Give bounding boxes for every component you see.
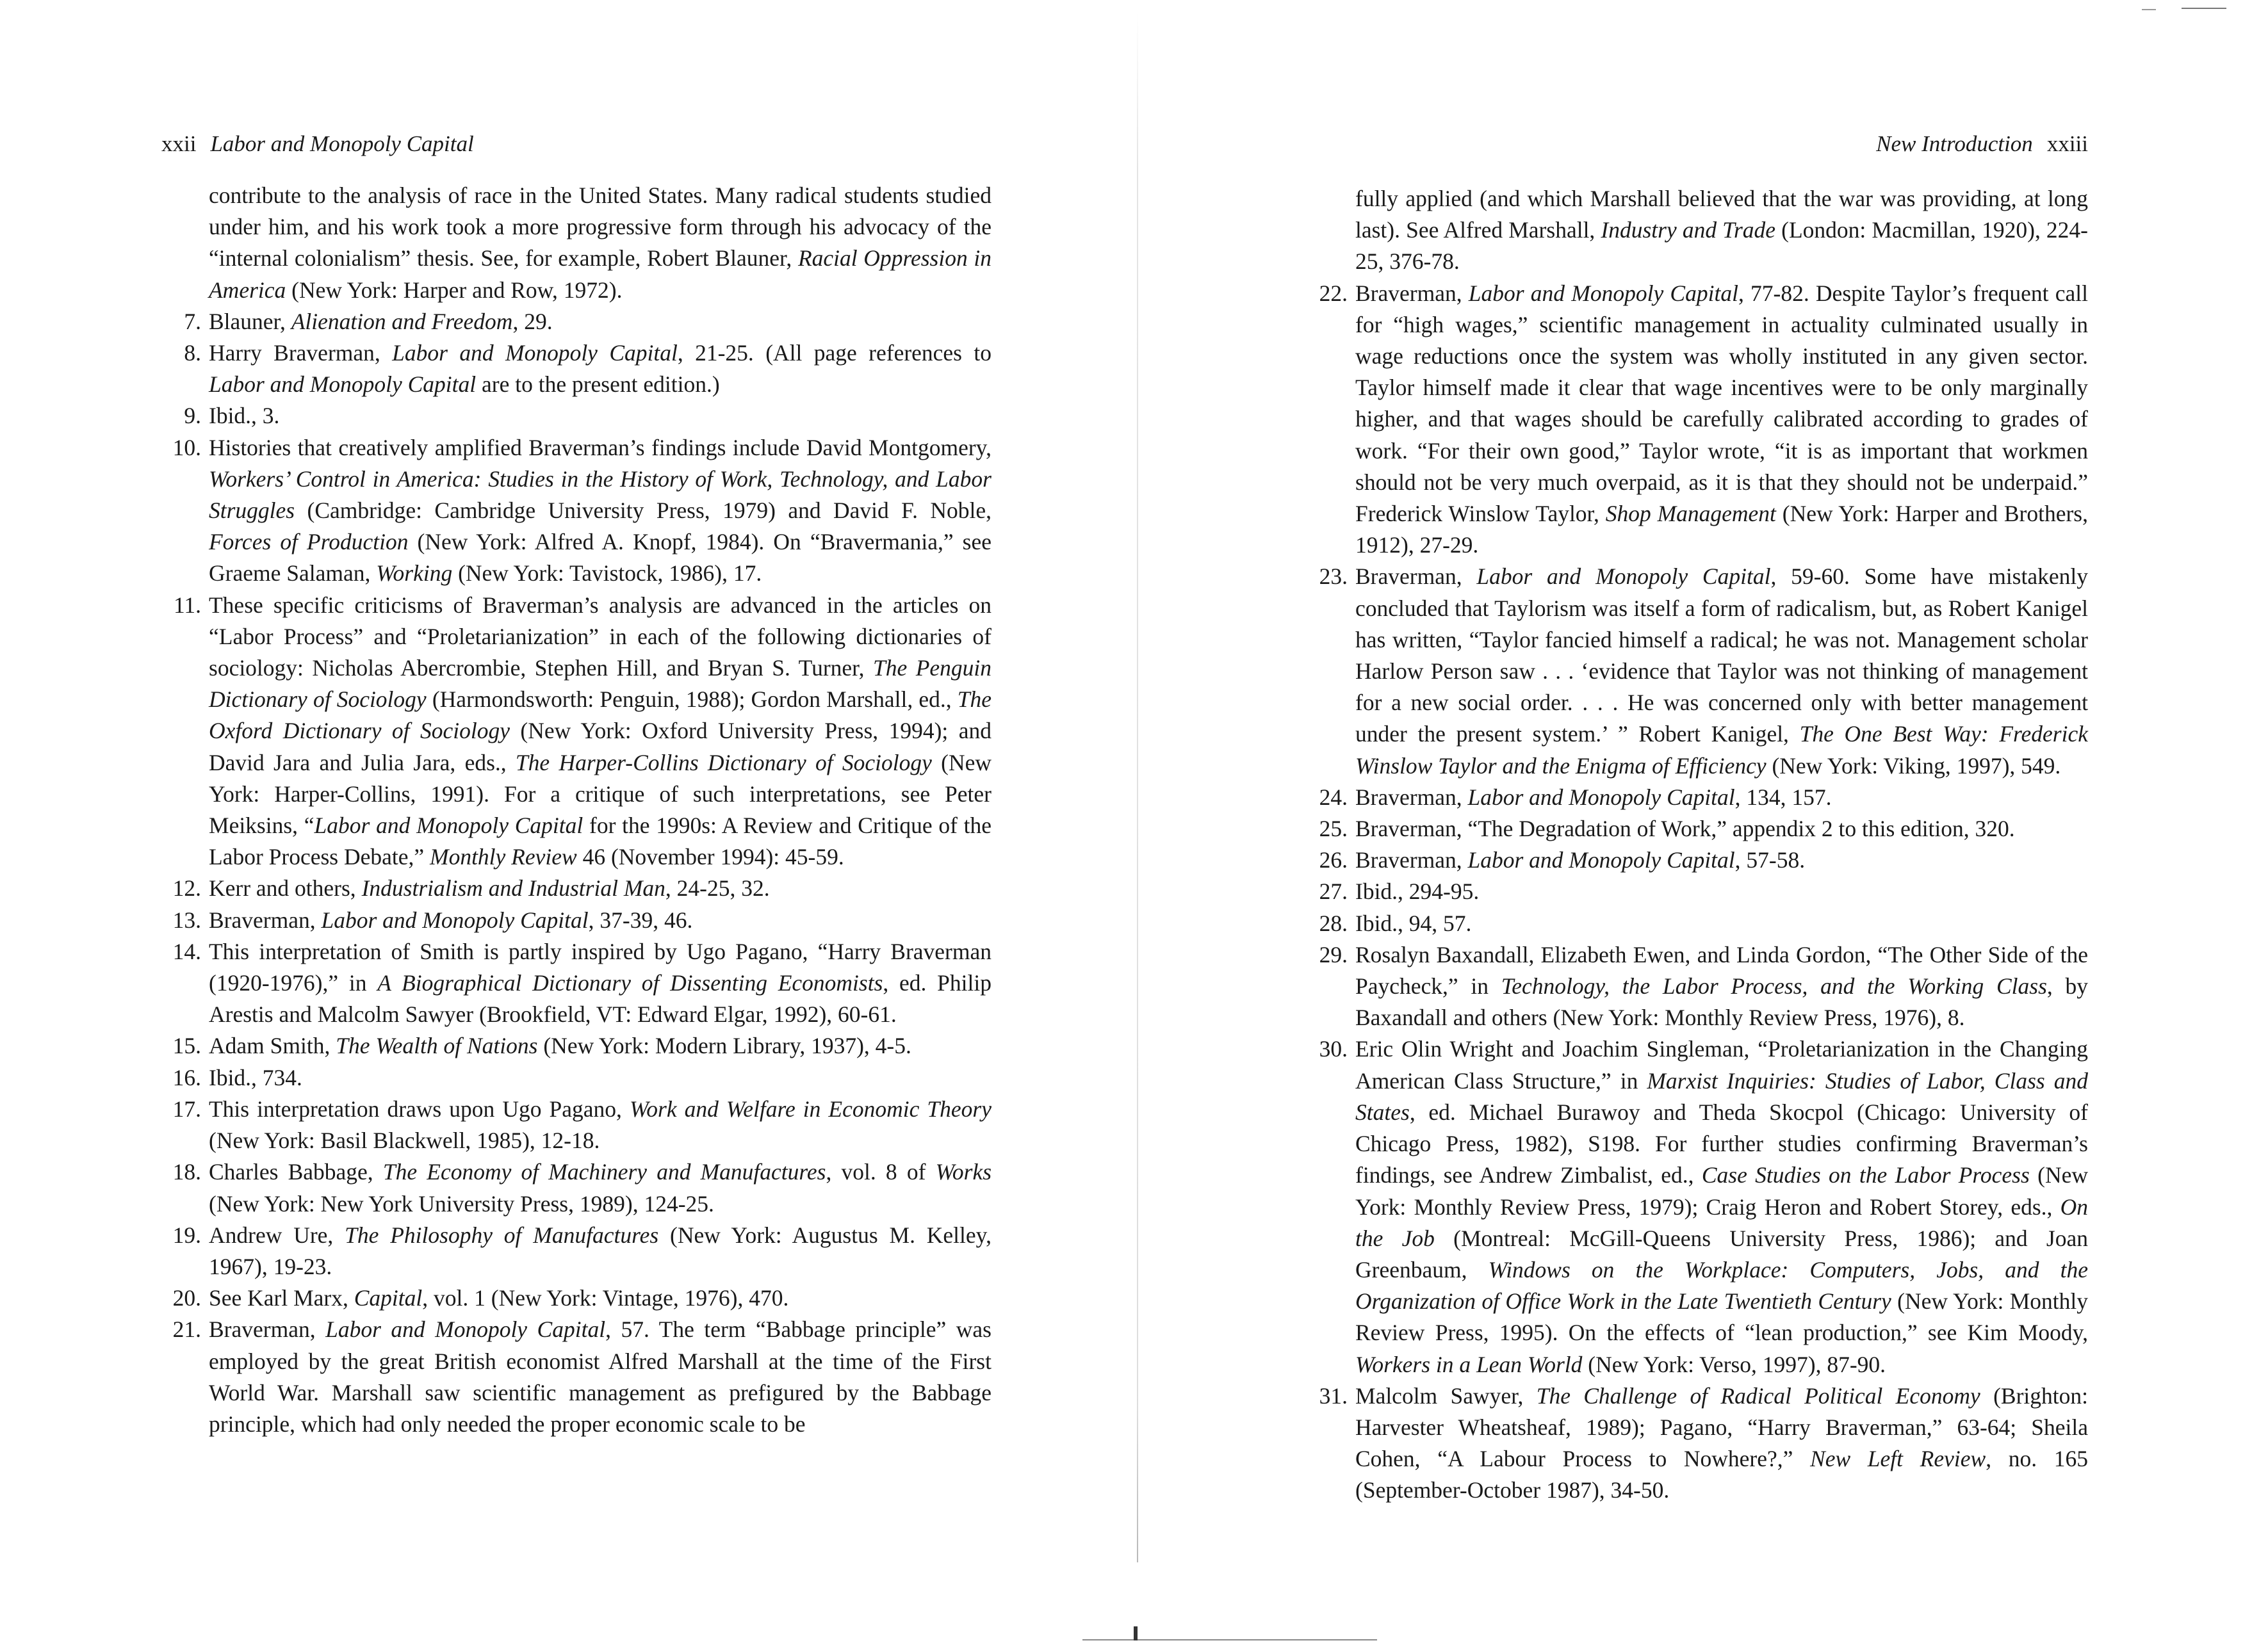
endnote-text: Eric Olin Wright and Joachim Singleman, “Proletarianization in the Changing American Class Structure,” in Marxist Inquiries: Studies of Labor, Class and States, ed. Michael Burawoy and Theda Skocpol (Chicago: University of Chicago Press, 1982), S198. For further studies confirming Braverman’s findings, see Andrew Zimbalist, ed., Case Studies on the Labor Process (New York: Monthly Review Press, 1979); Craig Heron and Robert Storey, eds., On the Job (Montreal: McGill-Queens University Press, 1986); and Joan Greenbaum, Windows on the Workplace: Computers, Jobs, and the Organization of Office Work in the Late Twentieth Century (New York: Monthly Review Press, 1995). On the effects of “lean production,” see Kim Moody, Workers in a Lean World (New York: Verso, 1997), 87-90. — [1355, 1036, 2088, 1377]
endnote-number: 7. — [184, 308, 201, 334]
endnote-text: Harry Braverman, Labor and Monopoly Capital, 21-25. (All page references to Labor and Monopoly Capital are to the present edition.) — [209, 340, 991, 398]
endnote — [1305, 782, 2088, 813]
endnote-number: 20. — [172, 1285, 201, 1311]
endnote — [159, 1283, 991, 1314]
endnote-number: 22. — [1319, 280, 1348, 306]
endnote-number: 25. — [1319, 816, 1348, 842]
endnote — [159, 1156, 991, 1219]
endnote — [1305, 1381, 2088, 1507]
endnote — [159, 1314, 991, 1440]
endnote-text: Malcolm Sawyer, The Challenge of Radical Political Economy (Brighton: Harvester Wheatsheaf, 1989); Pagano, “Harry Braverman,” 63-64; Sheila Cohen, “A Labour Process to Nowhere?,” New Left Review, no. 165 (September-October 1987), 34-50. — [1355, 1382, 2089, 1503]
endnote-text: contribute to the analysis of race in the United States. Many radical students studied under him, and his work took a more progressive form through his advocacy of the “internal colonialism” thesis. See, for example, Robert Blauner, Racial Oppression in America (New York: Harper and Row, 1972). — [209, 182, 991, 303]
endnote-number: 9. — [184, 403, 201, 429]
endnote — [1305, 278, 2088, 562]
endnote — [159, 1062, 991, 1094]
endnote-number: 28. — [1319, 910, 1348, 936]
endnote-number: 12. — [172, 875, 201, 902]
endnote — [1305, 876, 2088, 907]
endnote — [159, 337, 991, 400]
endnote-text: Ibid., 294-95. — [1355, 879, 1480, 905]
endnote-text: Braverman, Labor and Monopoly Capital, 37-39, 46. — [209, 907, 693, 933]
endnote — [159, 400, 991, 432]
endnote-number: 24. — [1319, 784, 1348, 810]
endnote-text: Braverman, Labor and Monopoly Capital, 59-60. Some have mistakenly concluded that Taylorism was itself a form of radicalism, but, as Robert Kanigel has written, “Taylor fancied himself a radical; he was not. Management scholar Harlow Person saw . . . ‘evidence that Taylor was not thinking of management for a new social order. . . . He was concerned only with better management under the present system.’ ” Robert Kanigel, The One Best Way: Frederick Winslow Taylor and the Enigma of Efficiency (New York: Viking, 1997), 549. — [1355, 563, 2088, 779]
endnote — [1305, 561, 2088, 781]
endnote-text: Adam Smith, The Wealth of Nations (New York: Modern Library, 1937), 4-5. — [209, 1033, 911, 1059]
endnote-text: fully applied (and which Marshall believed that the war was providing, at long last). See Alfred Marshall, Industry and Trade (London: Macmillan, 1920), 224-25, 376-78. — [1355, 186, 2088, 275]
endnote-continuation — [1305, 183, 2088, 278]
right-page — [1126, 0, 2252, 1652]
endnote-number: 17. — [172, 1096, 201, 1122]
endnote-text: Braverman, Labor and Monopoly Capital, 134, 157. — [1355, 784, 1832, 810]
endnote-number: 8. — [184, 340, 201, 366]
endnote — [159, 432, 991, 590]
endnote-text: See Karl Marx, Capital, vol. 1 (New York: Vintage, 1976), 470. — [209, 1285, 789, 1311]
endnote — [159, 590, 991, 873]
endnote-number: 11. — [173, 592, 201, 618]
endnote-text: Andrew Ure, The Philosophy of Manufactures (New York: Augustus M. Kelley, 1967), 19-23. — [209, 1222, 991, 1279]
endnote-text: Ibid., 734. — [209, 1064, 302, 1090]
endnote — [1305, 1033, 2088, 1380]
endnote — [159, 936, 991, 1031]
endnote-text: This interpretation of Smith is partly inspired by Ugo Pagano, “Harry Braverman (1920-1976),” in A Biographical Dictionary of Dissenting Economists, ed. Philip Arestis and Malcolm Sawyer (Brookfield, VT: Edward Elgar, 1992), 60-61. — [209, 938, 991, 1028]
right-endnotes — [1305, 183, 2088, 1507]
endnote-text: Histories that creatively amplified Braverman’s findings include David Montgomery, Workers’ Control in America: Studies in the History of Work, Technology, and Labor Struggles (Cambridge: Cambridge University Press, 1979) and David F. Noble, Forces of Production (New York: Alfred A. Knopf, 1984). On “Bravermania,” see Graeme Salaman, Working (New York: Tavistock, 1986), 17. — [209, 434, 991, 587]
endnote-number: 27. — [1319, 879, 1348, 905]
endnote-text: Braverman, Labor and Monopoly Capital, 77-82. Despite Taylor’s frequent call for “high wages,” scientific management in actuality culminated usually in wage reductions once the system was wholly instituted in any given sector. Taylor himself made it clear that wage incentives were to be only marginally higher, and that wages should be carefully calibrated according to grades of work. “For their own good,” Taylor wrote, “it is as important that workmen should not be very much overpaid, as it is that they should not be underpaid.” Frederick Winslow Taylor, Shop Management (New York: Harper and Brothers, 1912), 27-29. — [1355, 280, 2088, 558]
endnote — [1305, 908, 2088, 939]
endnote-text: Braverman, Labor and Monopoly Capital, 57. The term “Babbage principle” was employed by the great British economist Alfred Marshall at the time of the First World War. Marshall saw scientific management as prefigured by the Babbage principle, which had only needed the proper economic scale to be — [209, 1316, 991, 1437]
endnote-text: This interpretation draws upon Ugo Pagano, Work and Welfare in Economic Theory (New York: Basil Blackwell, 1985), 12-18. — [209, 1096, 991, 1154]
endnote-text: Ibid., 94, 57. — [1355, 910, 1472, 936]
right-page-number: xxiii — [2046, 131, 2088, 156]
endnote — [159, 1220, 991, 1283]
endnote — [159, 1030, 991, 1062]
endnote-number: 19. — [172, 1222, 201, 1248]
endnote-text: Ibid., 3. — [209, 403, 280, 429]
endnote — [159, 905, 991, 936]
endnote-text: Braverman, Labor and Monopoly Capital, 57-58. — [1355, 847, 1806, 873]
left-running-title: Labor and Monopoly Capital — [210, 131, 474, 156]
endnote-text: These specific criticisms of Braverman’s analysis are advanced in the articles on “Labor Process” and “Proletarianization” in each of the following dictionaries of sociology: Nicholas Abercrombie, Stephen Hill, and Bryan S. Turner, The Penguin Dictionary of Sociology (Harmondsworth: Penguin, 1988); Gordon Marshall, ed., The Oxford Dictionary of Sociology (New York: Oxford University Press, 1994); and David Jara and Julia Jara, eds., The Harper-Collins Dictionary of Sociology (New York: Harper-Collins, 1991). For a critique of such interpretations, see Peter Meiksins, “Labor and Monopoly Capital for the 1990s: A Review and Critique of the Labor Process Debate,” Monthly Review 46 (November 1994): 45-59. — [209, 592, 991, 870]
endnote-number: 31. — [1319, 1382, 1348, 1409]
right-running-header — [1876, 128, 2088, 160]
endnote-number: 18. — [172, 1159, 201, 1185]
endnote-number: 21. — [172, 1316, 201, 1343]
endnote-number: 23. — [1319, 563, 1348, 590]
endnote-number: 29. — [1319, 941, 1348, 968]
endnote-number: 13. — [172, 907, 201, 933]
endnote — [159, 306, 991, 337]
right-running-title: New Introduction — [1876, 131, 2033, 156]
left-page-number: xxii — [161, 131, 197, 156]
left-running-header — [161, 128, 474, 160]
endnote — [1305, 845, 2088, 876]
endnote-number: 10. — [172, 434, 201, 460]
endnote-text: Charles Babbage, The Economy of Machinery and Manufactures, vol. 8 of Works (New York: New York University Press, 1989), 124-25. — [209, 1159, 992, 1217]
endnote-text: Kerr and others, Industrialism and Industrial Man, 24-25, 32. — [209, 875, 770, 902]
endnote-number: 26. — [1319, 847, 1348, 873]
left-endnotes — [159, 180, 991, 1440]
endnote-text: Blauner, Alienation and Freedom, 29. — [209, 308, 553, 334]
endnote — [159, 873, 991, 904]
endnote-number: 16. — [172, 1064, 201, 1090]
endnote — [1305, 813, 2088, 845]
endnote — [159, 1094, 991, 1156]
endnote-number: 14. — [172, 938, 201, 964]
endnote — [1305, 939, 2088, 1034]
endnote-text: Braverman, “The Degradation of Work,” appendix 2 to this edition, 320. — [1355, 816, 2015, 842]
endnote-text: Rosalyn Baxandall, Elizabeth Ewen, and Linda Gordon, “The Other Side of the Paycheck,” in Technology, the Labor Process, and the Working Class, by Baxandall and others (New York: Monthly Review Press, 1976), 8. — [1355, 941, 2089, 1031]
endnote-number: 15. — [172, 1033, 201, 1059]
endnote-number: 30. — [1319, 1036, 1348, 1062]
endnote-continuation — [159, 180, 991, 306]
